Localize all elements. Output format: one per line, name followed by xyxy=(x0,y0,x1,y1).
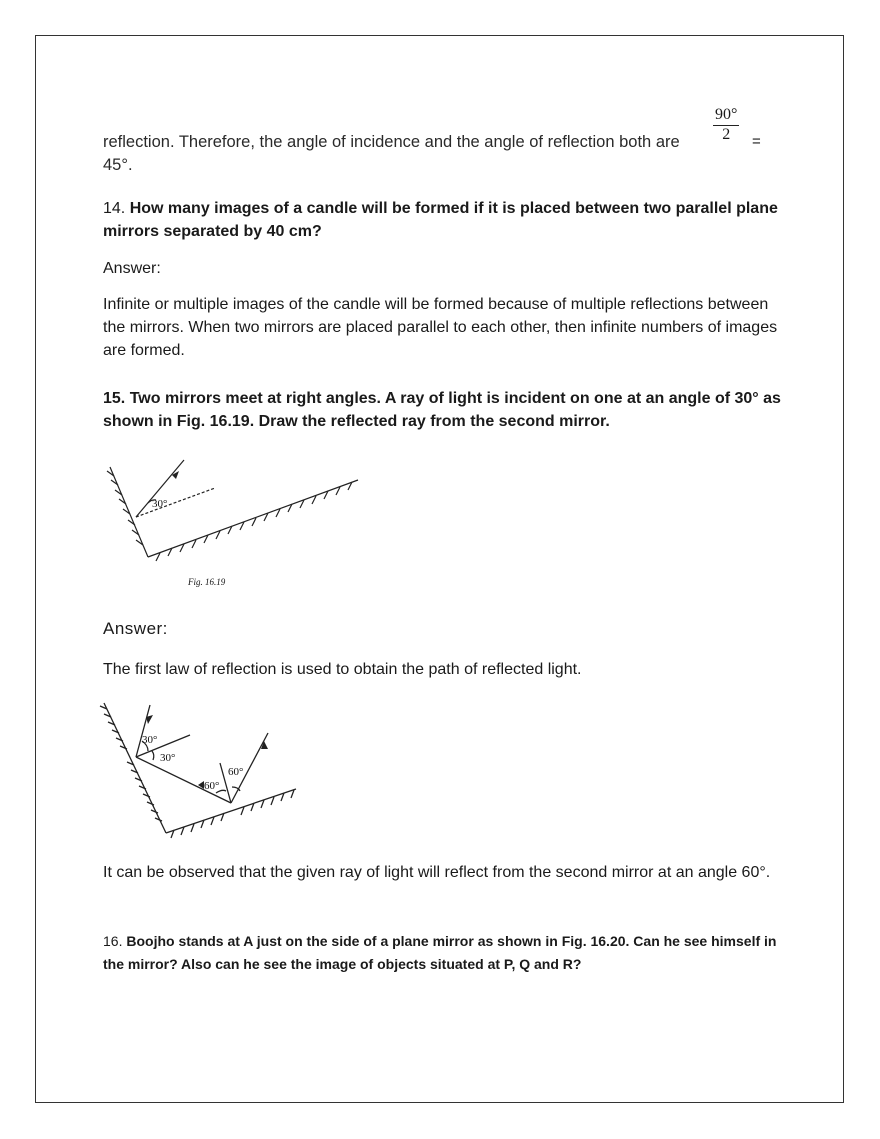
question-15-answer-conclusion: It can be observed that the given ray of light will reflect from the second mirror at an angle 60°. xyxy=(103,864,771,881)
mirror-2-hatching xyxy=(156,482,352,561)
question-15 xyxy=(103,387,783,433)
mirror-2-line xyxy=(148,480,358,557)
figure-1-angle-label: 30° xyxy=(152,498,168,510)
question-14-answer: Infinite or multiple images of the candle will be formed because of multiple reflections between the mirrors. When two mirrors are placed parallel to each other, then infinite numbers of images are formed. xyxy=(103,296,778,359)
question-15-text: 15. Two mirrors meet at right angles. A ray of light is incident on one at an angle of 30° as shown in Fig. 16.19. Draw the reflected ray from the second mirror. xyxy=(103,390,781,430)
mirror-2-line xyxy=(166,789,296,833)
question-14-text: How many images of a candle will be formed if it is placed between two parallel plane mirrors separated by 40 cm? xyxy=(103,200,778,240)
arc-2 xyxy=(152,751,154,760)
continuation-line-2: 45°. xyxy=(103,156,133,174)
question-16-text: Boojho stands at A just on the side of a plane mirror as shown in Fig. 16.20. Can he see himself in the mirror? Also can he see the image of objects situated at P, Q and R? xyxy=(103,933,777,972)
mirror-1-line xyxy=(110,467,148,557)
answer-figure-angle-1: 30° xyxy=(142,734,158,746)
question-15-answer-label: Answer: xyxy=(103,619,168,638)
fraction-numerator: 90° xyxy=(713,106,739,126)
answer-figure-angle-4: 60° xyxy=(228,766,244,778)
figure-1-caption: Fig. 16.19 xyxy=(188,577,226,587)
question-14-number: 14. xyxy=(103,200,126,217)
mirror-1-hatching xyxy=(107,471,143,545)
question-16 xyxy=(103,930,783,976)
continuation-paragraph xyxy=(103,131,783,177)
question-16-number: 16. xyxy=(103,933,123,949)
question-15-answer-intro: The first law of reflection is used to obtain the path of reflected light. xyxy=(103,661,582,678)
question-14 xyxy=(103,197,783,243)
answer-figure-angle-2: 30° xyxy=(160,752,176,764)
mirror-1-hatching xyxy=(100,706,162,821)
continuation-line-1: reflection. Therefore, the angle of incidence and the angle of reflection both are xyxy=(103,133,680,151)
answer-figure-angle-3: 60° xyxy=(204,780,220,792)
fraction-denominator: 2 xyxy=(722,126,731,143)
equals-sign: = xyxy=(752,133,761,150)
answer-figure xyxy=(98,697,308,842)
question-14-answer-label: Answer: xyxy=(103,260,161,277)
mirror-1-line xyxy=(104,703,166,833)
figure-16-19 xyxy=(100,455,370,595)
mirror-2-hatching xyxy=(171,790,294,838)
